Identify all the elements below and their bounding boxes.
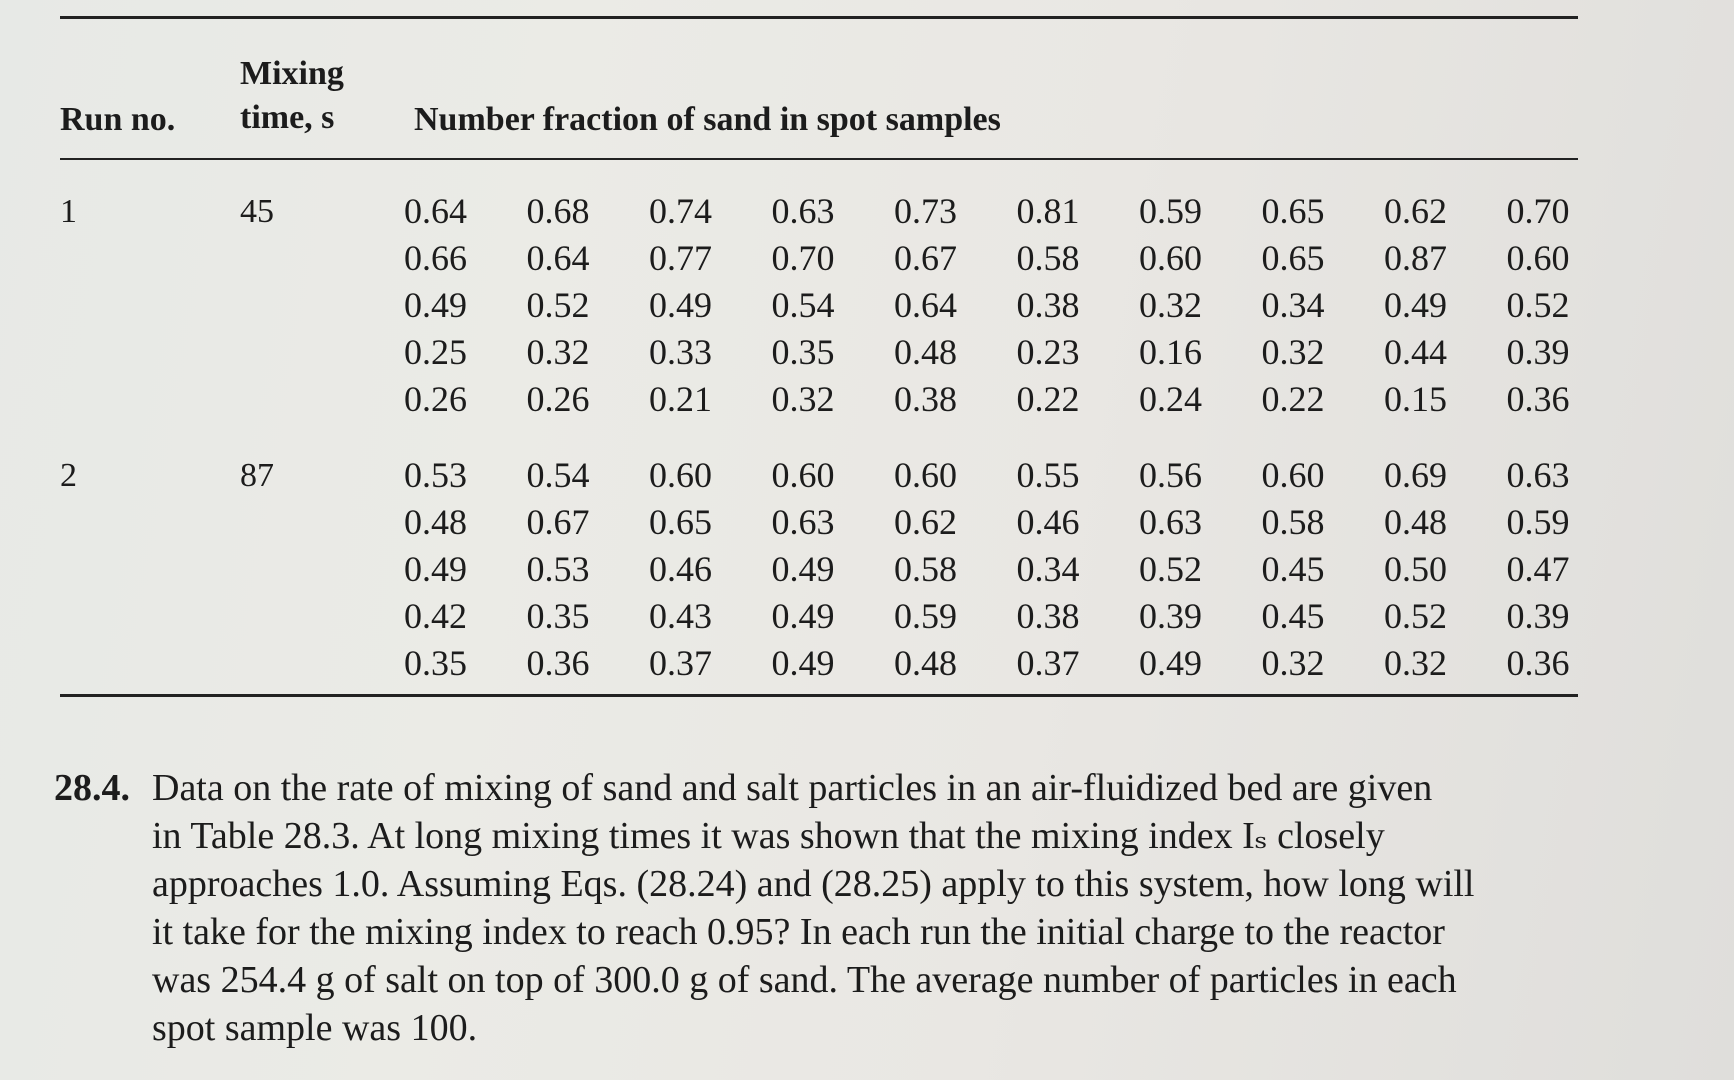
fraction-cell: 0.49 — [1384, 285, 1447, 325]
fraction-cell: 0.49 — [771, 596, 835, 636]
fraction-cell: 0.39 — [1506, 596, 1570, 636]
fraction-cell: 0.54 — [771, 285, 835, 325]
fraction-cell: 0.38 — [1016, 596, 1080, 636]
fraction-cell: 0.38 — [1016, 285, 1080, 325]
fraction-cell: 0.74 — [649, 191, 712, 231]
fraction-cell: 0.52 — [1506, 285, 1570, 325]
fraction-cell: 0.49 — [771, 643, 835, 683]
fraction-cell: 0.53 — [526, 549, 590, 589]
run-2-fraction-grid — [404, 452, 1629, 687]
fraction-cell: 0.60 — [894, 455, 957, 495]
fraction-cell: 0.48 — [1384, 502, 1447, 542]
fraction-cell: 0.58 — [1261, 502, 1325, 542]
run-number: 2 — [60, 457, 77, 494]
fraction-cell: 0.32 — [526, 332, 590, 372]
fraction-cell: 0.59 — [894, 596, 957, 636]
fraction-cell: 0.60 — [649, 455, 712, 495]
fraction-cell: 0.77 — [649, 238, 712, 278]
problem-line: it take for the mixing index to reach 0.95? In each run the initial charge to the reactor — [152, 911, 1445, 953]
fraction-cell: 0.56 — [1139, 455, 1202, 495]
fraction-cell: 0.54 — [526, 455, 590, 495]
fraction-cell: 0.45 — [1261, 549, 1325, 589]
fraction-cell: 0.32 — [771, 379, 835, 419]
fraction-cell: 0.15 — [1384, 379, 1447, 419]
fraction-cell: 0.36 — [1506, 379, 1570, 419]
fraction-cell: 0.48 — [894, 332, 957, 372]
fraction-cell: 0.42 — [404, 596, 467, 636]
fraction-cell: 0.25 — [404, 332, 467, 372]
fraction-cell: 0.32 — [1261, 332, 1325, 372]
problem-line: was 254.4 g of salt on top of 300.0 g of sand. The average number of particles in each — [152, 959, 1457, 1001]
fraction-cell: 0.68 — [526, 191, 590, 231]
header-mixing-time — [240, 52, 344, 140]
fraction-cell: 0.60 — [1139, 238, 1202, 278]
fraction-cell: 0.70 — [1506, 191, 1570, 231]
fraction-cell: 0.33 — [649, 332, 712, 372]
fraction-cell: 0.37 — [649, 643, 712, 683]
fraction-cell: 0.35 — [404, 643, 467, 683]
fraction-cell: 0.35 — [771, 332, 835, 372]
header-run-no: Run no. — [60, 101, 176, 138]
fraction-cell: 0.66 — [404, 238, 467, 278]
fraction-cell: 0.60 — [1261, 455, 1325, 495]
fraction-cell: 0.73 — [894, 191, 957, 231]
fraction-cell: 0.39 — [1139, 596, 1202, 636]
fraction-cell: 0.49 — [404, 285, 467, 325]
fraction-cell: 0.26 — [526, 379, 590, 419]
problem-line: spot sample was 100. — [152, 1007, 478, 1049]
fraction-cell: 0.34 — [1016, 549, 1080, 589]
run-1-fraction-grid — [404, 188, 1629, 423]
fraction-cell: 0.36 — [1506, 643, 1570, 683]
fraction-cell: 0.16 — [1139, 332, 1202, 372]
fraction-cell: 0.49 — [771, 549, 835, 589]
fraction-cell: 0.65 — [649, 502, 712, 542]
problem-28-4 — [54, 764, 1674, 1052]
fraction-cell: 0.64 — [404, 191, 467, 231]
fraction-cell: 0.60 — [1506, 238, 1570, 278]
table-top-rule — [60, 16, 1578, 19]
fraction-cell: 0.55 — [1016, 455, 1080, 495]
fraction-cell: 0.23 — [1016, 332, 1080, 372]
fraction-cell: 0.49 — [649, 285, 712, 325]
fraction-cell: 0.43 — [649, 596, 712, 636]
table-header-rule — [60, 158, 1578, 160]
fraction-cell: 0.60 — [771, 455, 835, 495]
fraction-cell: 0.37 — [1016, 643, 1080, 683]
fraction-cell: 0.59 — [1506, 502, 1570, 542]
fraction-cell: 0.63 — [1506, 455, 1570, 495]
fraction-cell: 0.32 — [1139, 285, 1202, 325]
fraction-cell: 0.22 — [1016, 379, 1080, 419]
problem-text — [54, 764, 1674, 1052]
fraction-cell: 0.45 — [1261, 596, 1325, 636]
run-mixing-time: 87 — [240, 457, 274, 494]
fraction-cell: 0.49 — [1139, 643, 1202, 683]
fraction-cell: 0.64 — [894, 285, 957, 325]
fraction-cell: 0.47 — [1506, 549, 1570, 589]
fraction-cell: 0.67 — [894, 238, 957, 278]
fraction-cell: 0.65 — [1261, 191, 1325, 231]
problem-line: Data on the rate of mixing of sand and salt particles in an air-fluidized bed are given — [152, 767, 1433, 809]
table-bottom-rule — [60, 694, 1578, 697]
fraction-cell: 0.21 — [649, 379, 712, 419]
fraction-cell: 0.52 — [1139, 549, 1202, 589]
fraction-cell: 0.58 — [894, 549, 957, 589]
fraction-cell: 0.58 — [1016, 238, 1080, 278]
fraction-cell: 0.48 — [404, 502, 467, 542]
fraction-cell: 0.52 — [526, 285, 590, 325]
header-mixing-time-line1: Mixing — [240, 55, 344, 92]
fraction-cell: 0.36 — [526, 643, 590, 683]
problem-number: 28.4. — [54, 767, 130, 809]
fraction-cell: 0.52 — [1384, 596, 1447, 636]
header-number-fraction: Number fraction of sand in spot samples — [414, 101, 1001, 138]
fraction-cell: 0.62 — [1384, 191, 1447, 231]
fraction-cell: 0.53 — [404, 455, 467, 495]
fraction-cell: 0.38 — [894, 379, 957, 419]
fraction-cell: 0.34 — [1261, 285, 1325, 325]
fraction-cell: 0.44 — [1384, 332, 1447, 372]
fraction-cell: 0.46 — [649, 549, 712, 589]
fraction-cell: 0.87 — [1384, 238, 1447, 278]
fraction-cell: 0.67 — [526, 502, 590, 542]
fraction-cell: 0.24 — [1139, 379, 1202, 419]
fraction-cell: 0.46 — [1016, 502, 1080, 542]
fraction-cell: 0.32 — [1261, 643, 1325, 683]
fraction-cell: 0.39 — [1506, 332, 1570, 372]
fraction-cell: 0.22 — [1261, 379, 1325, 419]
run-mixing-time: 45 — [240, 193, 274, 230]
run-number: 1 — [60, 193, 77, 230]
fraction-cell: 0.70 — [771, 238, 835, 278]
fraction-cell: 0.48 — [894, 643, 957, 683]
fraction-cell: 0.62 — [894, 502, 957, 542]
fraction-cell: 0.81 — [1016, 191, 1080, 231]
fraction-cell: 0.32 — [1384, 643, 1447, 683]
fraction-cell: 0.50 — [1384, 549, 1447, 589]
fraction-cell: 0.63 — [771, 502, 835, 542]
header-mixing-time-line2: time, s — [240, 99, 335, 136]
fraction-cell: 0.26 — [404, 379, 467, 419]
fraction-cell: 0.59 — [1139, 191, 1202, 231]
fraction-cell: 0.35 — [526, 596, 590, 636]
fraction-cell: 0.63 — [1139, 502, 1202, 542]
problem-line: in Table 28.3. At long mixing times it was shown that the mixing index Iₛ closely — [152, 815, 1385, 857]
fraction-cell: 0.49 — [404, 549, 467, 589]
problem-line: approaches 1.0. Assuming Eqs. (28.24) and (28.25) apply to this system, how long will — [152, 863, 1475, 905]
fraction-cell: 0.65 — [1261, 238, 1325, 278]
fraction-cell: 0.69 — [1384, 455, 1447, 495]
fraction-cell: 0.63 — [771, 191, 835, 231]
fraction-cell: 0.64 — [526, 238, 590, 278]
